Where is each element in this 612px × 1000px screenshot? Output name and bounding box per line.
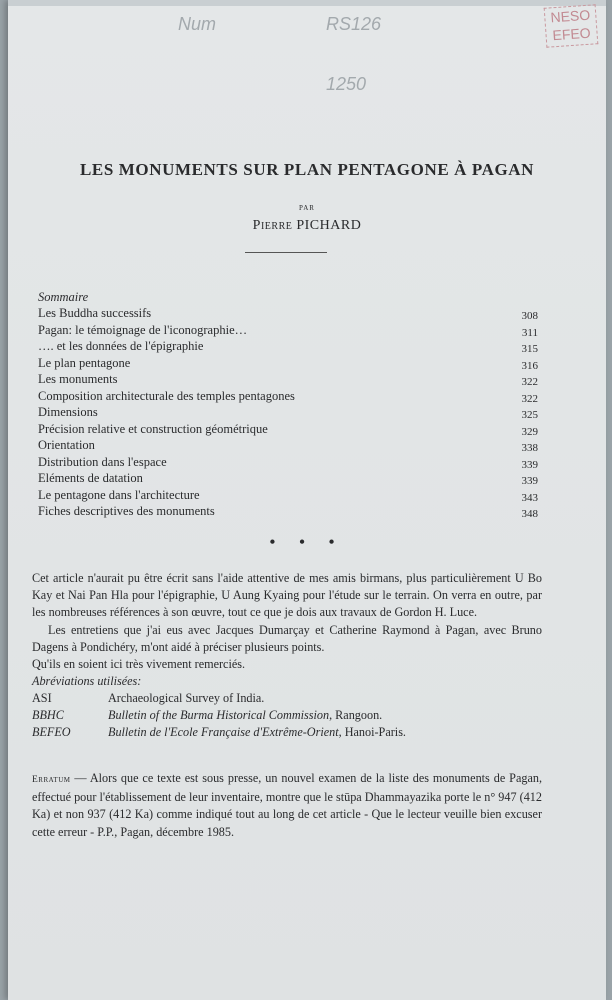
toc-item-page: 343 [521, 491, 538, 504]
toc-item-label: Fiches descriptives des monuments [38, 504, 215, 518]
toc-item-label: Orientation [38, 438, 95, 452]
abbreviation-value: Archaeological Survey of India. [108, 691, 265, 706]
erratum-text: — Alors que ce texte est sous presse, un nouvel examen de la liste des monuments de Pagan, effectué pour l'établissement de leur inventaire, montre que le stūpa Dhammayazika porte le n° 947 (412 Ka) et non 937 (412 Ka) comme indiqué tout au long de cet article - Que le lecteur veuille bien excuser cette erreur - P.P., Pagan, décembre 1985. [32, 771, 542, 839]
toc-item [38, 404, 538, 421]
toc-item-label: …. et les données de l'épigraphie [38, 339, 204, 353]
abbreviations-list [32, 690, 542, 741]
toc-item [38, 487, 538, 504]
abbreviation-value [108, 690, 264, 707]
toc-item-label: Composition architecturale des temples pentagones [38, 388, 295, 403]
toc-item [38, 322, 538, 339]
toc-item-page: 325 [521, 409, 538, 421]
abbreviation-suffix: , Rangoon. [329, 708, 383, 723]
toc-item [38, 338, 538, 355]
toc-item [38, 355, 538, 372]
document-page [8, 0, 606, 1000]
abbreviations-heading: Abréviations utilisées: [32, 674, 142, 689]
ack-paragraph-3: Qu'ils en soient ici très vivement remerciés. [32, 657, 246, 672]
toc-item-label: Dimensions [38, 405, 98, 419]
toc-item [38, 421, 538, 438]
abbreviation-suffix: , Hanoi-Paris. [338, 725, 406, 740]
abbreviation-value-italic: Bulletin de l'Ecole Française d'Extrême-Orient [108, 725, 339, 740]
toc-item [38, 388, 538, 405]
ack-paragraph-1: Cet article n'aurait pu être écrit sans l'aide attentive de mes amis birmans, plus particulièrement U Bo Kay et Nai Pan Hla pour l'épigraphie, U Aung Kyaing pour l'étude sur le terrain. On verra en outre, par les nombreuses références à son œuvre, tout ce que je dois aux travaux de Gordon H. Luce. [32, 571, 542, 620]
abbreviation-value [108, 707, 382, 724]
pencil-note-c: 1250 [326, 74, 367, 94]
toc-item-page: 339 [521, 475, 538, 487]
abbreviation-key: BBHC [32, 708, 64, 723]
library-stamp [544, 4, 599, 48]
toc-item [38, 454, 538, 471]
toc-heading: Sommaire [38, 290, 89, 304]
author-first: Pierre [252, 218, 293, 233]
acknowledgements [32, 570, 542, 741]
toc-item-label: Eléments de datation [38, 471, 143, 485]
toc-item-page: 322 [521, 376, 538, 388]
toc-item-page: 322 [521, 392, 538, 405]
toc-item-page: 329 [521, 425, 538, 438]
stamp-text: NESO EFEO [549, 6, 592, 44]
byline-par: PAR [299, 204, 315, 212]
erratum-label: Erratum [32, 775, 71, 785]
table-of-contents [38, 290, 538, 520]
article-title: LES MONUMENTS SUR PLAN PENTAGONE À PAGAN [79, 160, 535, 179]
toc-item [38, 503, 538, 520]
pencil-note-a: Num [178, 14, 217, 34]
toc-item-page: 339 [521, 458, 538, 471]
section-separator: • • • [269, 534, 345, 551]
toc-item-page: 316 [521, 359, 538, 372]
toc-item-page: 348 [521, 508, 538, 520]
page-top-edge [8, 0, 606, 6]
toc-item [38, 470, 538, 487]
author-name [8, 218, 606, 234]
toc-item-label: Précision relative et construction géométrique [38, 421, 268, 436]
abbreviation-row [32, 690, 542, 707]
toc-item-page: 311 [521, 326, 538, 339]
toc-item-label: Le plan pentagone [38, 355, 131, 370]
abbreviation-row [32, 707, 542, 724]
erratum-note [32, 770, 542, 841]
abbreviation-key: ASI [32, 691, 52, 706]
toc-item-label: Les monuments [38, 372, 118, 386]
abbreviation-key: BEFEO [32, 725, 71, 740]
toc-item-label: Le pentagone dans l'architecture [38, 487, 200, 502]
toc-item-label: Pagan: le témoignage de l'iconographie… [38, 322, 248, 337]
toc-item-page: 315 [521, 343, 538, 355]
abbreviation-row [32, 724, 542, 741]
author-last: PICHARD [296, 218, 362, 233]
toc-item [38, 437, 538, 454]
abbreviation-value [108, 724, 406, 741]
pencil-note-b: RS126 [326, 14, 382, 34]
abbreviation-value-italic: Bulletin of the Burma Historical Commission [108, 708, 330, 723]
toc-item [38, 371, 538, 388]
toc-item-page: 308 [521, 310, 538, 322]
toc-item-page: 338 [521, 442, 538, 454]
title-rule [245, 252, 327, 253]
toc-item-label: Les Buddha successifs [38, 306, 152, 320]
toc-item [38, 305, 538, 322]
ack-paragraph-2: Les entretiens que j'ai eus avec Jacques Dumarçay et Catherine Raymond à Pagan, avec Bruno Dagens à Pondichéry, m'ont aidé à préciser plusieurs points. [32, 622, 542, 654]
toc-item-label: Distribution dans l'espace [38, 454, 167, 469]
